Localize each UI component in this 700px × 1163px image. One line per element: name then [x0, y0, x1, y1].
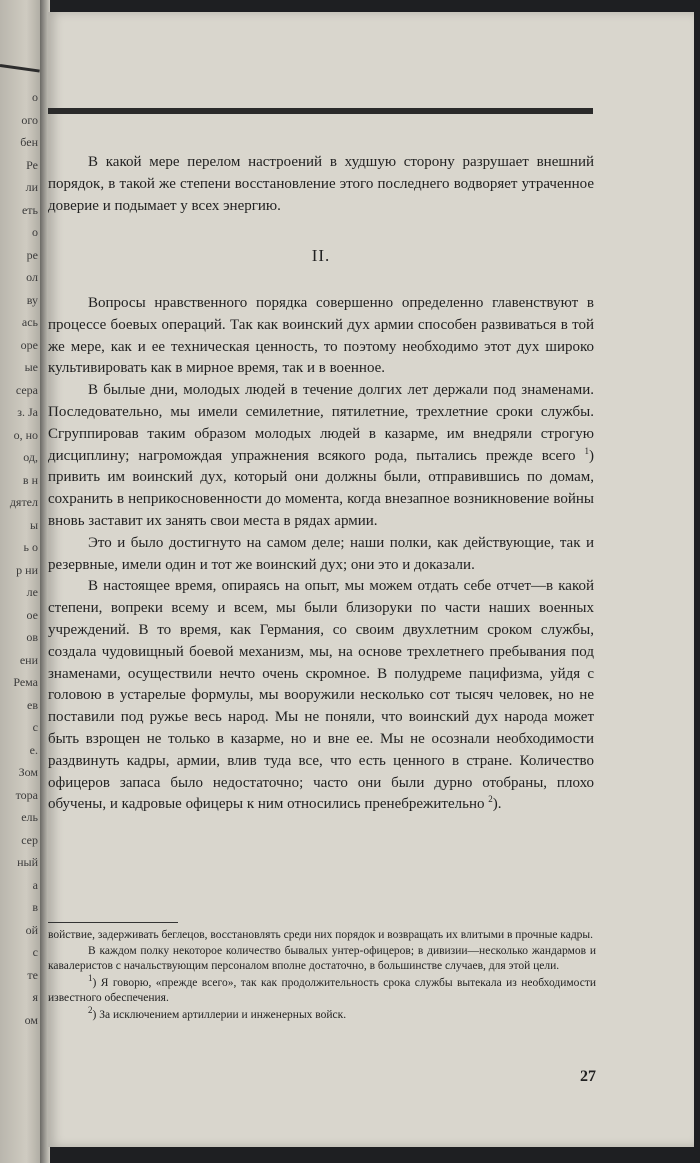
- left-page-fragment: о, но: [13, 427, 38, 442]
- left-page-fragment: Ре: [26, 157, 38, 172]
- paragraph-2: В былые дни, молодых людей в течение долгих лет держали под знаменами. Последовательно, мы имели семилетние, пятилетние, трехлетние сроки службы. Сгруппировав таким образом молодых людей в казарме, им внедряли строгую дисциплину; нагромождая упражнения всякого рода, пытались прежде всего $^1$) привить им воинский дух, который они должны были, отправившись по домам, сохранить в неприкосновенности до момента, когда внезапное возникновение войны вновь заставит их занять свои места в рядах армии.: [48, 382, 594, 529]
- footnote-2: $^2$) За исключением артиллерии и инженерных войск.: [88, 1005, 347, 1021]
- left-page-rule: [0, 64, 40, 73]
- left-page-fragment: од,: [23, 450, 38, 464]
- left-page-fragment: я: [32, 990, 38, 1004]
- left-page-fragment: с: [32, 720, 38, 734]
- left-page-fragment: ву: [26, 292, 38, 307]
- intro-text: [48, 152, 594, 217]
- footnote-rule: [48, 922, 178, 923]
- header-rule: [48, 108, 593, 114]
- left-page-fragment: о: [32, 225, 38, 239]
- footnote-continuation: войствие, задерживать беглецов, восстановлять среди них порядок и возвращать их влитыми в прочные кадры.: [48, 929, 594, 941]
- left-page-fragment: Зом: [18, 765, 38, 779]
- left-page-fragment: те: [27, 967, 38, 982]
- footnote-ref-1: 1: [584, 445, 589, 456]
- left-page-fragment: ени: [19, 652, 38, 667]
- left-page-fragment: ный: [17, 855, 38, 869]
- left-page-fragment: сер: [21, 832, 38, 847]
- left-page-fragment: сера: [15, 382, 38, 397]
- left-page-fragment: еть: [21, 202, 38, 217]
- chapter-heading: II.: [311, 246, 331, 265]
- footnote-continuation-2: В каждом полку некоторое количество бывалых унтер-офицеров; в дивизии—несколько жандармов и кавалеристов с начальствующим персоналом вполне достаточно, в большинстве случаев, для этой цели.: [48, 944, 596, 973]
- footnote-1: $^1$) Я говорю, «прежде всего», так как продолжительность срока службы вытекала из необходимости известного обеспечения.: [48, 972, 596, 1005]
- left-page-fragment: е.: [29, 742, 38, 757]
- left-page-fragment: в н: [22, 472, 38, 487]
- left-page-fragment: ев: [27, 697, 38, 712]
- left-page-fragment: с: [32, 945, 38, 959]
- left-page-fragment: бен: [20, 135, 38, 149]
- paragraph-4: В настоящее время, опираясь на опыт, мы можем отдать себе отчет—в какой степени, вопреки всему и всем, мы были близоруки по части наших военных учреждений. В то время, как Германия, со своим двухлетним сроком службы, создала чудовищный боевой механизм, мы, на основе трехлетнего пребывания под знаменами, осуществили нечто очень скромное. В полудреме пацифизма, уйдя с головою в устарелые формулы, мы вооружили несколько сот тысяч человек, но не поставили под ружье весь народ. Мы не поняли, что воинский дух народа может быть взрощен не только в казарме, но и вне ее. Мы не осознали необходимости раздвинуть кадры, армии, влив туда все, что есть ценного в стране. Количество офицеров запаса было недостаточно; часто они были дурно отобраны, плохо обучены, и кадровые офицеры к ним относились пренебрежительно $^2$).: [48, 578, 594, 813]
- left-page-fragment: в: [32, 900, 38, 914]
- left-page-fragment: ле: [26, 585, 38, 599]
- left-page-fragment: ое: [26, 607, 38, 622]
- paragraph-3: Это и было достигнуто на самом деле; наши полки, как действующие, так и резервные, имели один и тот же воинский дух; они это и доказали.: [48, 534, 594, 573]
- paragraph-1: Вопросы нравственного порядка совершенно определенно главенствуют в процессе боевых операций. Так как воинский дух армии способен развиваться в той же мере, как и ее техническая ценность, то поэтому необходимо этот дух широко культивировать как в мирное время, так и в военное.: [48, 295, 594, 377]
- left-page-edge: [0, 0, 44, 1163]
- left-page-fragment: ли: [25, 180, 38, 194]
- footnotes: [48, 928, 596, 1024]
- left-page-fragment: ов: [26, 630, 38, 644]
- footnote-ref-2: 2: [488, 794, 493, 805]
- left-page-fragment: ь о: [23, 540, 38, 554]
- left-page-fragment: з. Ja: [17, 405, 38, 419]
- left-page-fragment: р ни: [16, 562, 38, 577]
- left-page-fragment: оре: [20, 337, 38, 352]
- left-page-fragment: ре: [26, 247, 38, 262]
- book-page: [48, 12, 694, 1147]
- left-page-fragment: ы: [29, 517, 38, 532]
- intro-paragraph: В какой мере перелом настроений в худшую сторону разрушает внешний порядок, в такой же степени восстановление этого последнего водворяет утраченное доверие и подымает у всех энергию.: [48, 154, 594, 214]
- left-page-fragment: а: [32, 877, 38, 892]
- main-text: [48, 293, 594, 816]
- page-number: 27: [580, 1068, 596, 1085]
- left-page-fragment: ась: [21, 315, 38, 329]
- left-page-fragment: ом: [24, 1012, 38, 1027]
- left-page-fragment: ол: [26, 270, 38, 284]
- left-page-fragment: Рема: [13, 675, 38, 689]
- left-page-fragment: ой: [25, 922, 38, 937]
- left-page-fragment: дятел: [9, 495, 38, 509]
- left-page-fragment: ые: [24, 360, 38, 374]
- left-page-fragment: о: [32, 90, 38, 104]
- left-page-fragment: ого: [21, 112, 38, 127]
- left-page-fragment: тора: [15, 787, 38, 802]
- left-page-fragment: ель: [21, 810, 38, 824]
